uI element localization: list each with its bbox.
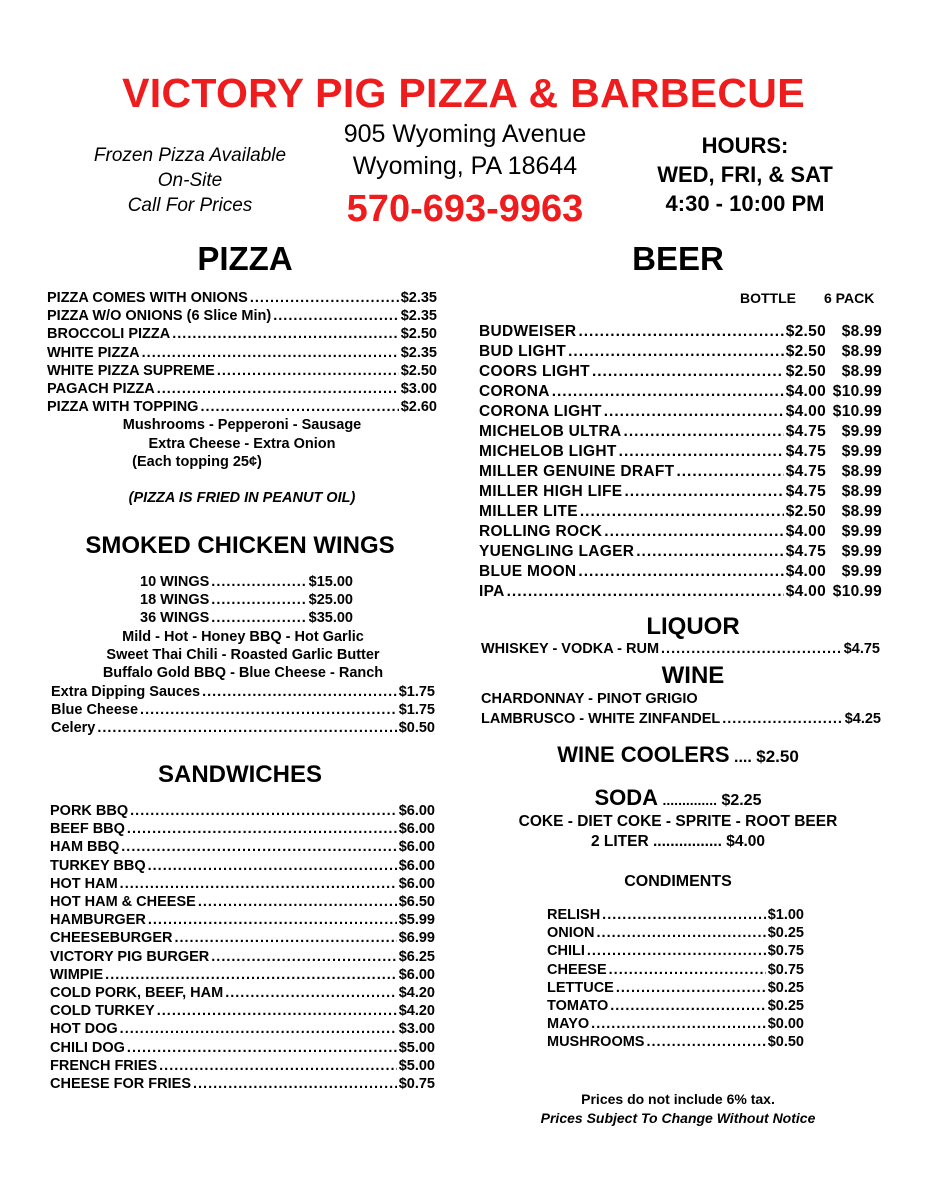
address-line: Wyoming, PA 18644 [352, 152, 578, 180]
sandwich-item [50, 802, 435, 820]
item-price: $4.75 [843, 641, 880, 657]
item-price: $0.75 [767, 961, 804, 978]
beer-item [479, 502, 882, 522]
beer-item [479, 522, 882, 542]
item-price: $2.35 [400, 344, 437, 361]
item-name: WIMPIE [50, 966, 104, 983]
beer-item [479, 362, 882, 382]
soda-heading: SODA [594, 785, 659, 810]
six-pack-price: $8.99 [841, 343, 882, 360]
sandwich-item [50, 1057, 435, 1075]
item-price: $0.75 [767, 943, 804, 960]
item-price: $6.00 [398, 857, 435, 874]
item-name: COLD PORK, BEEF, HAM [50, 985, 224, 1002]
item-name: WHITE PIZZA [47, 344, 140, 361]
wings-flavors [51, 628, 435, 737]
wings-extras-list [51, 683, 435, 738]
item-name: CHILI [547, 943, 585, 960]
leader-dots [587, 942, 766, 960]
beer-item [479, 562, 882, 582]
sandwich-item [50, 1075, 435, 1093]
condiment-item [547, 942, 804, 960]
item-name: CORONA LIGHT [479, 403, 602, 420]
condiment-item [547, 961, 804, 979]
wings-extra-item [51, 719, 435, 737]
item-name: MUSHROOMS [547, 1034, 645, 1051]
item-name: COORS LIGHT [479, 363, 590, 380]
leader-dots [602, 906, 766, 924]
phone-number: 570-693-9963 [346, 188, 584, 230]
wings-extra-item [51, 701, 435, 719]
item-name: HOT DOG [50, 1021, 118, 1038]
leader-dots [157, 1002, 397, 1020]
item-name: RELISH [547, 907, 601, 923]
item-name: Extra Dipping Sauces [51, 683, 201, 700]
leader-dots [120, 1020, 397, 1038]
item-name: PAGACH PIZZA [47, 381, 155, 398]
leader-dots [722, 709, 842, 729]
hours-days: WED, FRI, & SAT [657, 162, 833, 187]
address-line: 905 Wyoming Avenue [343, 120, 587, 148]
leader-dots [552, 382, 784, 402]
condiments-heading: CONDIMENTS [624, 873, 732, 890]
leader-dots [646, 1033, 765, 1051]
leader-dots [211, 591, 306, 609]
bottle-price: $4.75 [785, 463, 826, 480]
item-name: HOT HAM [50, 875, 118, 892]
soda-price: $2.25 [721, 792, 762, 809]
item-price: $1.00 [767, 907, 804, 923]
sandwich-item [50, 911, 435, 929]
leader-dots [211, 573, 306, 591]
pizza-item [47, 380, 437, 398]
item-price: $2.60 [400, 399, 437, 416]
bottle-price: $4.00 [785, 523, 826, 540]
sandwich-item [50, 929, 435, 947]
leader-dots [159, 1057, 397, 1075]
six-pack-price: $8.99 [841, 463, 882, 480]
wine-item [481, 709, 881, 729]
leader-dots [619, 442, 784, 462]
six-pack-price: $9.99 [841, 543, 882, 560]
wine-section [481, 689, 881, 729]
pizza-topping-line: Extra Cheese - Extra Onion [148, 435, 336, 452]
hours-time: 4:30 - 10:00 PM [665, 191, 825, 216]
beer-item [479, 342, 882, 362]
item-name: 18 WINGS [140, 592, 210, 609]
item-name: Celery [51, 720, 96, 737]
item-price: $0.75 [398, 1076, 435, 1093]
leader-dots [217, 362, 399, 380]
flavor-line: Mild - Hot - Honey BBQ - Hot Garlic [122, 629, 364, 645]
leader-dots [198, 893, 397, 911]
item-name: BROCCOLI PIZZA [47, 326, 171, 343]
item-price: $2.35 [400, 290, 437, 306]
leader-dots: .... [734, 749, 752, 766]
item-price: $3.00 [400, 381, 437, 398]
wine-coolers-price: $2.50 [756, 747, 799, 766]
leader-dots [624, 422, 784, 442]
item-price: $2.50 [400, 326, 437, 343]
pizza-item [47, 307, 437, 325]
wings-item [140, 573, 353, 591]
wine-line [481, 689, 881, 709]
wings-section [140, 573, 353, 628]
item-name: CHILI DOG [50, 1039, 125, 1056]
bottle-price: $4.75 [785, 443, 826, 460]
six-pack-price: $9.99 [841, 423, 882, 440]
item-name: HOT HAM & CHEESE [50, 894, 196, 911]
item-name: MICHELOB ULTRA [479, 423, 622, 440]
bottle-price: $4.00 [785, 583, 826, 600]
sandwich-item [50, 875, 435, 893]
condiments-list [547, 906, 804, 1052]
item-name: 36 WINGS [140, 610, 210, 627]
item-name: PIZZA WITH TOPPING [47, 399, 199, 416]
item-name: HAMBURGER [50, 912, 146, 929]
leader-dots [121, 838, 396, 856]
hours-label: HOURS: [701, 133, 789, 158]
item-name: IPA [479, 583, 505, 600]
item-price: $5.99 [398, 912, 435, 929]
pizza-section [47, 289, 437, 507]
pizza-oil-note: (PIZZA IS FRIED IN PEANUT OIL) [128, 490, 356, 507]
wings-extra-item [51, 683, 435, 701]
wine-coolers-heading: WINE COOLERS [557, 742, 730, 767]
six-pack-price: $8.99 [841, 323, 882, 340]
leader-dots [148, 911, 397, 929]
pizza-item [47, 325, 437, 343]
soda-details [478, 812, 878, 852]
bottle-price: $4.75 [785, 543, 826, 560]
beer-item [479, 442, 882, 462]
bottle-price: $2.50 [785, 343, 826, 360]
item-price: $6.00 [398, 821, 435, 838]
item-name: CHEESE [547, 961, 607, 978]
sandwich-item [50, 1002, 435, 1020]
item-price: $25.00 [308, 592, 353, 609]
leader-dots [507, 582, 784, 602]
wings-heading: SMOKED CHICKEN WINGS [85, 532, 395, 559]
item-name: LETTUCE [547, 979, 614, 996]
item-name: FRENCH FRIES [50, 1057, 158, 1074]
sandwich-item [50, 820, 435, 838]
leader-dots [193, 1075, 397, 1093]
item-name: TURKEY BBQ [50, 857, 146, 874]
hours-block [625, 131, 865, 218]
item-name: BUDWEISER [479, 323, 577, 340]
item-price: $4.20 [398, 985, 435, 1002]
item-name: HAM BBQ [50, 839, 120, 856]
pizza-heading: PIZZA [197, 240, 293, 277]
liquor-heading: LIQUOR [646, 613, 740, 640]
leader-dots [597, 924, 766, 942]
six-pack-price: $9.99 [841, 443, 882, 460]
six-pack-price: $9.99 [841, 523, 882, 540]
flavor-line: Buffalo Gold BBQ - Blue Cheese - Ranch [102, 665, 384, 682]
six-pack-price: $10.99 [832, 383, 882, 400]
item-name: WHITE PIZZA SUPREME [47, 362, 215, 379]
liquor-item [481, 640, 880, 658]
leader-dots [636, 542, 784, 562]
leader-dots [273, 307, 398, 325]
leader-dots [157, 380, 399, 398]
item-name: WHISKEY - VODKA - RUM [481, 641, 660, 657]
item-name: YUENGLING LAGER [479, 543, 635, 560]
leader-dots [604, 522, 783, 542]
item-name: MAYO [547, 1016, 590, 1033]
leader-dots [592, 362, 784, 382]
item-price: $35.00 [308, 610, 353, 627]
item-price: $6.99 [398, 930, 435, 947]
leader-dots [211, 609, 306, 627]
leader-dots [578, 562, 783, 582]
sandwich-item [50, 966, 435, 984]
address [320, 118, 610, 182]
item-price: $15.00 [308, 574, 353, 590]
soda-2liter-label: 2 LITER [590, 833, 649, 850]
beer-col-bottle: BOTTLE [740, 290, 796, 306]
condiment-item [547, 979, 804, 997]
item-name: BLUE MOON [479, 563, 577, 580]
item-name: 10 WINGS [140, 574, 210, 590]
item-name: CORONA [479, 383, 550, 400]
bottle-price: $4.75 [785, 483, 826, 500]
leader-dots [624, 482, 783, 502]
item-name: PIZZA W/O ONIONS (6 Slice Min) [47, 308, 272, 325]
six-pack-price: $8.99 [841, 363, 882, 380]
item-name: PIZZA COMES WITH ONIONS [47, 290, 248, 306]
soda-line [478, 785, 878, 811]
frozen-line: Frozen Pizza Available [93, 145, 287, 166]
sandwich-item [50, 1039, 435, 1057]
item-name: Blue Cheese [51, 701, 139, 718]
leader-dots [105, 966, 397, 984]
item-price: $0.00 [767, 1016, 804, 1033]
item-name: ROLLING ROCK [479, 523, 603, 540]
condiment-item [547, 997, 804, 1015]
frozen-line: On-Site [157, 170, 223, 191]
item-name: MILLER HIGH LIFE [479, 483, 623, 500]
frozen-pizza-note [55, 143, 325, 218]
sandwiches-heading: SANDWICHES [157, 761, 322, 788]
six-pack-price: $9.99 [841, 563, 882, 580]
leader-dots [120, 875, 397, 893]
beer-item [479, 402, 882, 422]
item-price: $0.50 [398, 720, 435, 737]
flavor-line: Sweet Thai Chili - Roasted Garlic Butter [106, 647, 380, 664]
beer-item [479, 582, 882, 602]
six-pack-price: $8.99 [841, 503, 882, 520]
wings-item [140, 591, 353, 609]
beer-item [479, 422, 882, 442]
sandwich-item [50, 893, 435, 911]
beer-item [479, 482, 882, 502]
soda-2liter-price: $4.00 [726, 833, 766, 850]
item-name: BEEF BBQ [50, 821, 125, 838]
restaurant-title: VICTORY PIG PIZZA & BARBECUE [122, 70, 805, 116]
leader-dots: ................ [653, 833, 722, 850]
pizza-item [47, 398, 437, 416]
leader-dots: .............. [662, 792, 717, 808]
leader-dots [250, 289, 399, 307]
wine-coolers-line [478, 742, 878, 768]
bottle-price: $4.00 [785, 403, 826, 420]
leader-dots [174, 929, 396, 947]
leader-dots [200, 398, 398, 416]
leader-dots [140, 701, 397, 719]
item-price: $0.25 [767, 925, 804, 942]
sandwiches-list [50, 802, 435, 1093]
item-price: $2.35 [400, 308, 437, 325]
leader-dots [616, 979, 766, 997]
leader-dots [130, 802, 397, 820]
item-price: $6.00 [398, 875, 435, 892]
beer-item [479, 462, 882, 482]
item-price: $6.00 [398, 839, 435, 856]
six-pack-price: $10.99 [832, 583, 882, 600]
sandwich-item [50, 838, 435, 856]
item-price: $6.50 [398, 894, 435, 911]
bottle-price: $2.50 [785, 323, 826, 340]
item-name: BUD LIGHT [479, 343, 567, 360]
leader-dots [172, 325, 398, 343]
soda-2liter [478, 832, 878, 852]
leader-dots [676, 462, 783, 482]
frozen-line: Call For Prices [127, 195, 253, 216]
beer-item [479, 382, 882, 402]
leader-dots [142, 344, 399, 362]
soda-flavors: COKE - DIET COKE - SPRITE - ROOT BEER [518, 813, 838, 830]
sandwich-item [50, 857, 435, 875]
item-price: $6.00 [398, 803, 435, 819]
item-name: LAMBRUSCO - WHITE ZINFANDEL [481, 711, 721, 727]
item-price: $4.25 [844, 711, 881, 727]
item-price: $6.25 [398, 948, 435, 965]
beer-list [479, 322, 882, 602]
beer-heading: BEER [632, 240, 724, 277]
beer-item [479, 542, 882, 562]
condiment-item [547, 906, 804, 924]
leader-dots [127, 820, 397, 838]
leader-dots [578, 322, 783, 342]
item-price: $1.75 [398, 701, 435, 718]
condiment-item [547, 924, 804, 942]
wine-varietals: CHARDONNAY - PINOT GRIGIO [481, 691, 698, 707]
pizza-list [47, 289, 437, 416]
leader-dots [661, 640, 842, 658]
sandwiches-section [50, 802, 435, 1093]
leader-dots [211, 948, 396, 966]
item-name: MILLER LITE [479, 503, 578, 520]
six-pack-price: $8.99 [841, 483, 882, 500]
pizza-item [47, 344, 437, 362]
condiment-item [547, 1015, 804, 1033]
leader-dots [609, 961, 766, 979]
leader-dots [591, 1015, 766, 1033]
item-name: PORK BBQ [50, 803, 129, 819]
item-price: $0.50 [767, 1034, 804, 1051]
leader-dots [202, 683, 397, 701]
sandwich-item [50, 1020, 435, 1038]
beer-section [479, 322, 882, 602]
leader-dots [127, 1039, 397, 1057]
item-price: $1.75 [398, 683, 435, 700]
item-name: COLD TURKEY [50, 1003, 155, 1020]
bottle-price: $2.50 [785, 363, 826, 380]
item-name: MILLER GENUINE DRAFT [479, 463, 675, 480]
item-name: CHEESEBURGER [50, 930, 173, 947]
item-price: $4.20 [398, 1003, 435, 1020]
leader-dots [604, 402, 784, 422]
bottle-price: $4.75 [785, 423, 826, 440]
pizza-item [47, 289, 437, 307]
item-price: $0.25 [767, 979, 804, 996]
item-price: $5.00 [398, 1039, 435, 1056]
wings-list [140, 573, 353, 628]
beer-col-pack: 6 PACK [824, 290, 875, 306]
item-price: $6.00 [398, 966, 435, 983]
leader-dots [580, 502, 784, 522]
liquor-section [481, 640, 880, 658]
pizza-item [47, 362, 437, 380]
item-name: VICTORY PIG BURGER [50, 948, 210, 965]
wings-item [140, 609, 353, 627]
beer-item [479, 322, 882, 342]
wine-heading: WINE [661, 662, 725, 689]
leader-dots [225, 984, 397, 1002]
pizza-topping-line: Mushrooms - Pepperoni - Sausage [122, 417, 362, 434]
item-price: $5.00 [398, 1057, 435, 1074]
pizza-topping-price: (Each topping 25¢) [132, 453, 262, 470]
tax-note: Prices do not include 6% tax. [581, 1091, 775, 1107]
leader-dots [610, 997, 765, 1015]
sandwich-item [50, 948, 435, 966]
condiments-section [547, 906, 804, 1052]
six-pack-price: $10.99 [832, 403, 882, 420]
item-name: MICHELOB LIGHT [479, 443, 617, 460]
leader-dots [148, 857, 397, 875]
bottle-price: $4.00 [785, 383, 826, 400]
sandwich-item [50, 984, 435, 1002]
price-change-note: Prices Subject To Change Without Notice [540, 1110, 816, 1126]
leader-dots [568, 342, 784, 362]
item-price: $2.50 [400, 362, 437, 379]
bottle-price: $2.50 [785, 503, 826, 520]
item-name: ONION [547, 925, 595, 942]
bottle-price: $4.00 [785, 563, 826, 580]
item-price: $0.25 [767, 998, 804, 1015]
item-name: CHEESE FOR FRIES [50, 1076, 191, 1093]
condiment-item [547, 1033, 804, 1051]
leader-dots [97, 719, 396, 737]
item-price: $3.00 [398, 1021, 435, 1038]
item-name: TOMATO [547, 998, 609, 1015]
